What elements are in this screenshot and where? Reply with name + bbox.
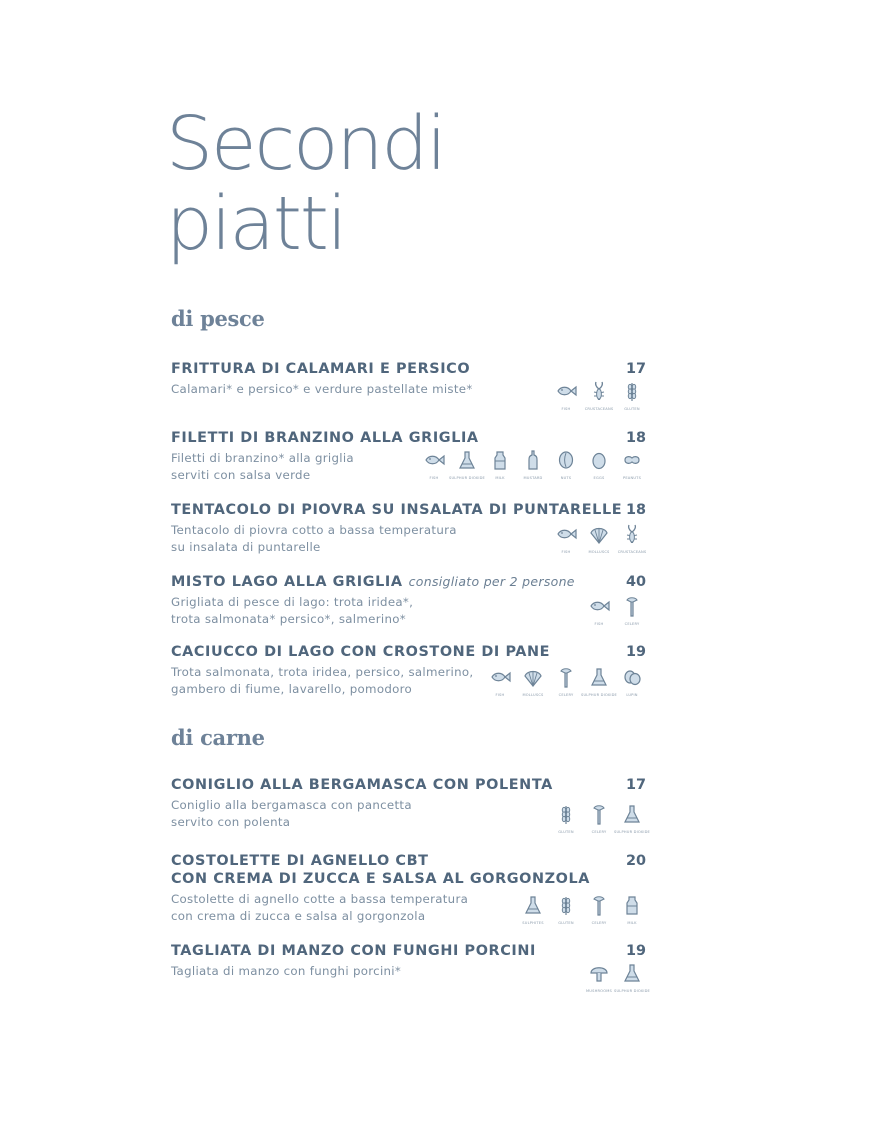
section-title-carne: di carne <box>171 725 265 750</box>
item-price: 17 <box>625 777 646 793</box>
celery-icon <box>621 595 643 621</box>
item-price: 18 <box>625 502 646 518</box>
allergen: MOLLUSCS <box>519 666 547 697</box>
fish-icon <box>588 595 610 621</box>
celery-icon <box>555 666 577 692</box>
item-name: CACIUCCO DI LAGO CON CROSTONE DI PANE <box>171 644 551 660</box>
menu-item <box>171 852 646 924</box>
allergen-list <box>519 894 646 925</box>
allergen: FISH <box>552 380 580 411</box>
allergen: SULPHUR DIOXIDE <box>453 449 481 480</box>
menu-item <box>171 501 646 555</box>
sulphites-icon <box>456 449 478 475</box>
item-name: TENTACOLO DI PIOVRA SU INSALATA DI PUNTARELLE <box>171 502 623 518</box>
milk-icon <box>489 449 511 475</box>
allergen: EGGS <box>585 449 613 480</box>
section-title-pesce: di pesce <box>171 306 265 331</box>
fish-icon <box>555 523 577 549</box>
sulphites-icon <box>522 894 544 920</box>
menu-item <box>171 573 646 627</box>
allergen: CELERY <box>618 595 646 626</box>
allergen: SULPHUR DIOXIDE <box>618 803 646 834</box>
allergen-list <box>585 595 646 626</box>
allergen: GLUTEN <box>618 380 646 411</box>
allergen-list <box>552 380 646 411</box>
item-name: TAGLIATA DI MANZO CON FUNGHI PORCINI <box>171 943 536 959</box>
molluscs-icon <box>522 666 544 692</box>
item-price: 18 <box>625 430 646 446</box>
molluscs-icon <box>588 523 610 549</box>
allergen: GLUTEN <box>552 803 580 834</box>
sulphites-icon <box>621 803 643 829</box>
allergen-list <box>585 962 651 993</box>
allergen: SULPHUR DIOXIDE <box>585 666 613 697</box>
item-name: COSTOLETTE DI AGNELLO CBT CON CREMA DI ZUCCA E SALSA AL GORGONZOLA <box>171 853 591 887</box>
allergen: LUPIN <box>618 666 646 697</box>
item-name: FRITTURA DI CALAMARI E PERSICO <box>171 361 471 377</box>
allergen: CELERY <box>552 666 580 697</box>
allergen: MOLLUSCS <box>585 523 613 554</box>
mustard-icon <box>522 449 544 475</box>
item-price: 20 <box>625 853 646 869</box>
allergen: MUSTARD <box>519 449 547 480</box>
item-name: FILETTI DI BRANZINO ALLA GRIGLIA <box>171 430 479 446</box>
fish-icon <box>555 380 577 406</box>
menu-item <box>171 643 646 697</box>
eggs-icon <box>588 449 610 475</box>
allergen: MUSHROOMS <box>585 962 613 993</box>
celery-icon <box>588 894 610 920</box>
gluten-icon <box>621 380 643 406</box>
page-title-line2: piatti <box>166 181 346 267</box>
allergen: MILK <box>486 449 514 480</box>
lupin-icon <box>621 666 643 692</box>
item-description: Calamari* e persico* e verdure pastellate miste* <box>171 382 473 396</box>
item-description: Tentacolo di piovra cotto a bassa temperatura su insalata di puntarelle <box>171 523 457 554</box>
item-description: Tagliata di manzo con funghi porcini* <box>171 964 402 978</box>
item-price: 40 <box>625 574 646 590</box>
allergen-list <box>552 803 651 834</box>
crustacean-icon <box>621 523 643 549</box>
allergen: FISH <box>420 449 448 480</box>
allergen-list <box>552 523 646 554</box>
fish-icon <box>423 449 445 475</box>
allergen-list <box>420 449 646 480</box>
allergen: CELERY <box>585 803 613 834</box>
allergen: FISH <box>486 666 514 697</box>
celery-icon <box>588 803 610 829</box>
gluten-icon <box>555 803 577 829</box>
item-description: Costolette di agnello cotte a bassa temperatura con crema di zucca e salsa al gorgonzola <box>171 892 469 923</box>
item-name: CONIGLIO ALLA BERGAMASCA CON POLENTA <box>171 777 553 793</box>
item-name: MISTO LAGO ALLA GRIGLIA consigliato per 2 persone <box>171 574 575 590</box>
menu-item <box>171 776 651 834</box>
menu-item <box>171 942 651 993</box>
fish-icon <box>489 666 511 692</box>
allergen: SULPHITES <box>519 894 547 925</box>
item-description: Coniglio alla bergamasca con pancetta servito con polenta <box>171 798 412 829</box>
allergen: FISH <box>552 523 580 554</box>
allergen: CELERY <box>585 894 613 925</box>
allergen: GLUTEN <box>552 894 580 925</box>
allergen: PEANUTS <box>618 449 646 480</box>
sulphites-icon <box>588 666 610 692</box>
allergen: SULPHUR DIOXIDE <box>618 962 646 993</box>
menu-item <box>171 360 646 411</box>
allergen-list <box>486 666 646 697</box>
gluten-icon <box>555 894 577 920</box>
page-title-line1: Secondi <box>166 101 445 187</box>
item-price: 19 <box>625 644 646 660</box>
allergen: FISH <box>585 595 613 626</box>
item-price: 19 <box>625 943 646 959</box>
milk-icon <box>621 894 643 920</box>
item-description: Grigliata di pesce di lago: trota iridea*, trota salmonata* persico*, salmerino* <box>171 595 414 626</box>
item-description: Trota salmonata, trota iridea, persico, salmerino, gambero di fiume, lavarello, pomodoro <box>171 665 474 696</box>
allergen: CRUSTACEANS <box>585 380 613 411</box>
item-description: Filetti di branzino* alla griglia serviti con salsa verde <box>171 451 354 482</box>
sulphites-icon <box>621 962 643 988</box>
item-price: 17 <box>625 361 646 377</box>
allergen: MILK <box>618 894 646 925</box>
mushroom-icon <box>588 962 610 988</box>
menu-item <box>171 429 646 483</box>
item-note: consigliato per 2 persone <box>408 574 575 589</box>
allergen: NUTS <box>552 449 580 480</box>
peanuts-icon <box>621 449 643 475</box>
page-title <box>166 101 445 267</box>
crustacean-icon <box>588 380 610 406</box>
nuts-icon <box>555 449 577 475</box>
allergen: CRUSTACEANS <box>618 523 646 554</box>
